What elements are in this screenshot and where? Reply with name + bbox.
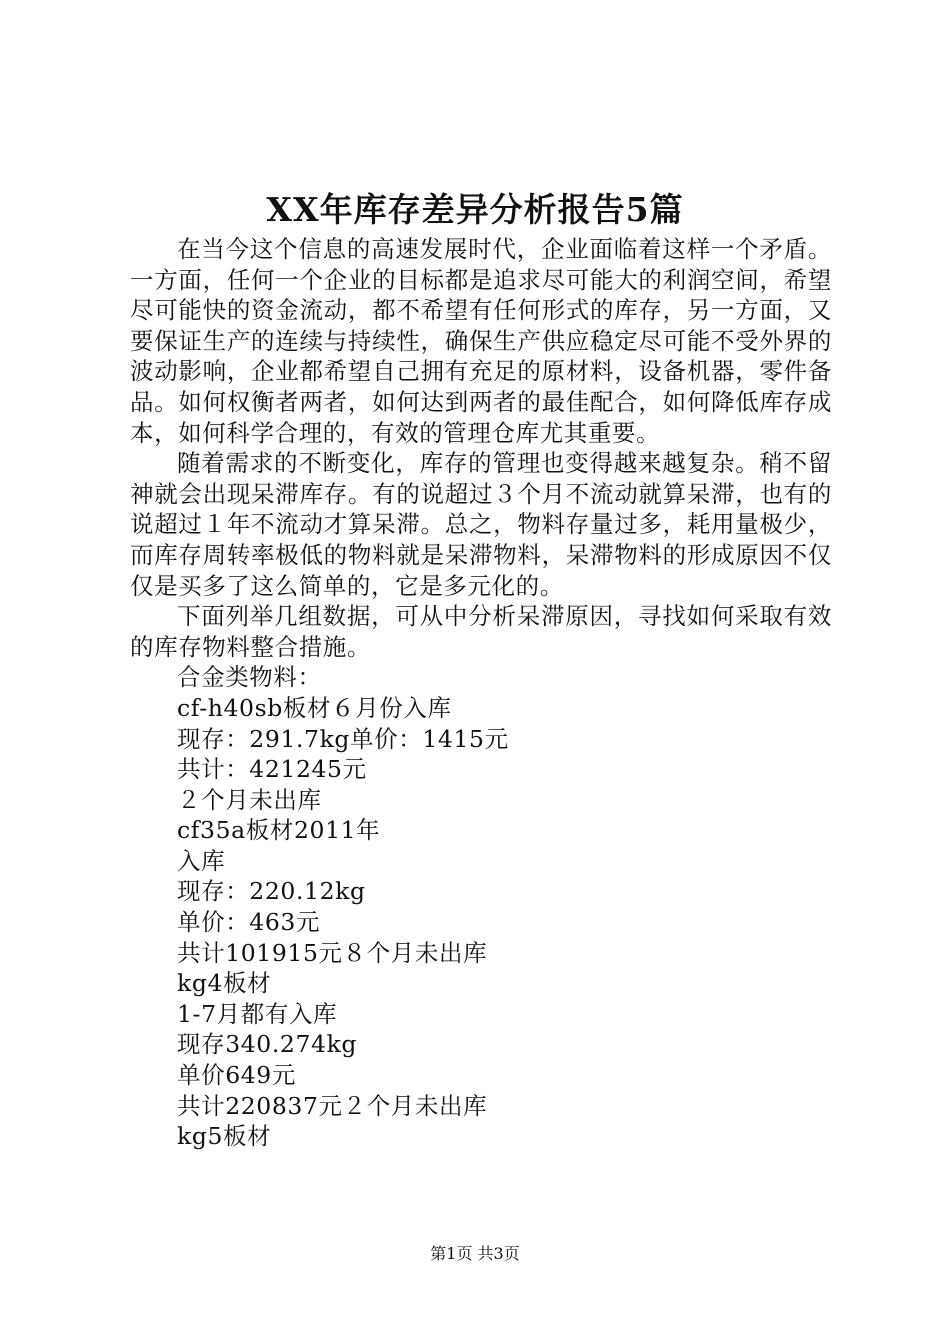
document-title: XX年库存差异分析报告5篇 (266, 190, 684, 229)
list-item: 现存340.274kg (177, 1030, 358, 1059)
list-item: cf35a板材2011年 (177, 816, 381, 845)
document-body (130, 234, 832, 1152)
list-item: 1-7月都有入库 (177, 999, 338, 1028)
list-item: 单价：463元 (177, 908, 321, 937)
list-item: 共计：421245元 (177, 755, 367, 784)
list-item: 入库 (177, 846, 226, 875)
list-item: 现存：220.12kg (177, 877, 366, 906)
list-item: 共计101915元８个月未出库 (177, 938, 488, 967)
list-item: kg5板材 (177, 1122, 272, 1151)
page-footer: 第1页 共3页 (430, 1244, 520, 1263)
list-item: 现存：291.7kg单价：1415元 (177, 724, 509, 753)
list-item: ２个月未出库 (177, 785, 322, 814)
paragraph-stagnant-inventory: 随着需求的不断变化，库存的管理也变得越来越复杂。稍不留神就会出现呆滞库存。有的说超过３个月不流动就算呆滞，也有的说超过１年不流动才算呆滞。总之，物料存量过多，耗用量极少，而库存周转率极低的物料就是呆滞物料，呆滞物料的形成原因不仅仅是买多了这么简单的，它是多元化的。 (130, 449, 832, 600)
list-item: 合金类物料： (177, 663, 322, 692)
list-item: kg4板材 (177, 969, 272, 998)
paragraph-intro: 在当今这个信息的高速发展时代，企业面临着这样一个矛盾。一方面，任何一个企业的目标都是追求尽可能大的利润空间，希望尽可能快的资金流动，都不希望有任何形式的库存，另一方面，又要保证生产的连续与持续性，确保生产供应稳定尽可能不受外界的波动影响，企业都希望自己拥有充足的原材料，设备机器，零件备品。如何权衡者两者，如何达到两者的最佳配合，如何降低库存成本，如何科学合理的，有效的管理仓库尤其重要。 (130, 235, 832, 447)
list-item: 共计220837元２个月未出库 (177, 1091, 488, 1120)
paragraph-data-intro: 下面列举几组数据，可从中分析呆滞原因，寻找如何采取有效的库存物料整合措施。 (130, 602, 832, 661)
list-item: cf-h40sb板材６月份入库 (177, 693, 452, 722)
list-item: 单价649元 (177, 1061, 296, 1090)
